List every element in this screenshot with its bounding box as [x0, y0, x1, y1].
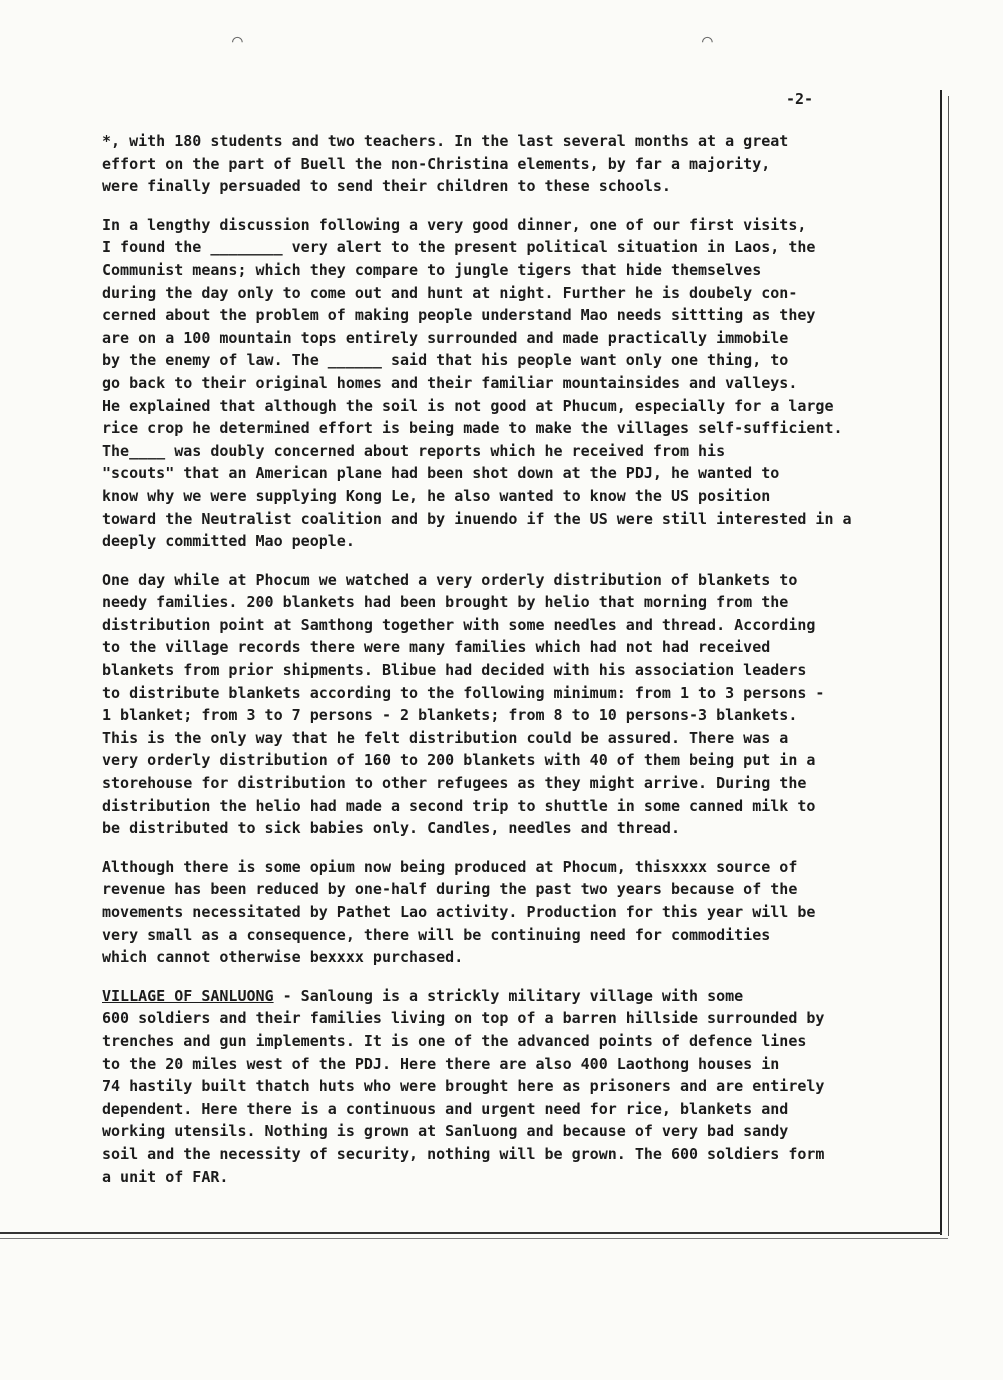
text-line: by the enemy of law. The ______ said that his people want only one thing, to [102, 351, 789, 370]
document-body [102, 130, 932, 1204]
paragraph-schools [102, 130, 932, 198]
text-line: working utensils. Nothing is grown at Sanluong and because of very bad sandy [102, 1122, 789, 1141]
text-line: Although there is some opium now being produced at Phocum, thisxxxx source of [102, 857, 798, 876]
paragraph-discussion [102, 214, 932, 553]
page-edge-bottom [0, 1232, 942, 1234]
page-edge-right-shadow [948, 96, 949, 1236]
text-line [102, 985, 932, 1008]
text-line: movements necessitated by Pathet Lao activity. Production for this year will be [102, 903, 816, 921]
text-line: "scouts" that an American plane had been shot down at the PDJ, he wanted to [102, 464, 780, 483]
text-line: The____ was doubly concerned about reports which he received from his [102, 441, 726, 460]
text-line: revenue has been reduced by one-half during the past two years because of the [102, 880, 798, 899]
text-line: 600 soldiers and their families living on top of a barren hillside surrounded by [102, 1009, 825, 1028]
text-line: blankets from prior shipments. Blibue had decided with his association leaders [102, 661, 807, 680]
text-line: One day while at Phocum we watched a very orderly distribution of blankets to [102, 570, 798, 589]
text-line: very small as a consequence, there will be continuing need for commodities [102, 925, 771, 944]
text-line: rice crop he determined effort is being made to make the villages self-sufficient. [102, 419, 843, 438]
text-line: distribution point at Samthong together with some needles and thread. According [102, 615, 816, 634]
page-edge-right [940, 90, 942, 1235]
text-line: to the 20 miles west of the PDJ. Here there are also 400 Laothong houses in [102, 1054, 780, 1073]
text-line: which cannot otherwise bexxxx purchased. [102, 948, 464, 967]
paragraph-opium [102, 856, 932, 969]
text-line: toward the Neutralist coalition and by inuendo if the US were still interested in a [102, 509, 852, 528]
page-edge-bottom-shadow [0, 1238, 948, 1239]
text-line: dependent. Here there is a continuous and urgent need for rice, blankets and [102, 1099, 789, 1118]
text-line: to the village records there were many families which had not had received [102, 638, 771, 657]
text-line: He explained that although the soil is not good at Phucum, especially for a large [102, 396, 834, 415]
text-line: I found the ________ very alert to the present political situation in Laos, the [102, 238, 816, 257]
section-heading-sanluong: VILLAGE OF SANLUONG [102, 986, 274, 1005]
text-line: 74 hastily built thatch huts who were brought here as prisoners and are entirely [102, 1077, 825, 1096]
text-line: distribution the helio had made a second trip to shuttle in some canned milk to [102, 796, 816, 815]
text-line: This is the only way that he felt distribution could be assured. There was a [102, 728, 789, 747]
text-line: a unit of FAR. [102, 1167, 229, 1186]
text-line: 1 blanket; from 3 to 7 persons - 2 blankets; from 8 to 10 persons-3 blankets. [102, 706, 798, 725]
text-line: be distributed to sick babies only. Candles, needles and thread. [102, 819, 680, 838]
page-number: -2- [786, 90, 814, 108]
heading-continuation: - Sanloung is a strickly military village with some [273, 986, 744, 1005]
text-line: effort on the part of Buell the non-Christina elements, by far a majority, [102, 154, 771, 173]
text-line: deeply committed Mao people. [102, 532, 355, 551]
text-line: to distribute blankets according to the following minimum: from 1 to 3 persons - [102, 683, 825, 702]
text-line: are on a 100 mountain tops entirely surrounded and made practically immobile [102, 328, 789, 347]
text-line: very orderly distribution of 160 to 200 blankets with 40 of them being put in a [102, 751, 816, 770]
text-line: cerned about the problem of making people understand Mao needs sittting as they [102, 306, 816, 325]
text-line: In a lengthy discussion following a very good dinner, one of our first visits, [102, 215, 807, 234]
text-line: go back to their original homes and their familiar mountainsides and valleys. [102, 373, 798, 392]
punch-mark-left: ⌒ [232, 30, 243, 51]
text-line: soil and the necessity of security, nothing will be grown. The 600 soldiers form [102, 1144, 825, 1163]
text-line: needy families. 200 blankets had been brought by helio that morning from the [102, 593, 789, 612]
text-line: trenches and gun implements. It is one of the advanced points of defence lines [102, 1031, 807, 1050]
text-line: were finally persuaded to send their children to these schools. [102, 177, 671, 196]
paragraph-blankets [102, 569, 932, 840]
text-line: *, with 180 students and two teachers. In the last several months at a great [102, 132, 789, 150]
text-line: know why we were supplying Kong Le, he also wanted to know the US position [102, 486, 771, 505]
text-line: Communist means; which they compare to jungle tigers that hide themselves [102, 260, 762, 279]
text-line: during the day only to come out and hunt at night. Further he is doubely con- [102, 283, 798, 302]
paragraph-sanluong [102, 985, 932, 1188]
text-line: storehouse for distribution to other refugees as they might arrive. During the [102, 774, 807, 793]
punch-mark-right: ⌒ [702, 30, 713, 51]
